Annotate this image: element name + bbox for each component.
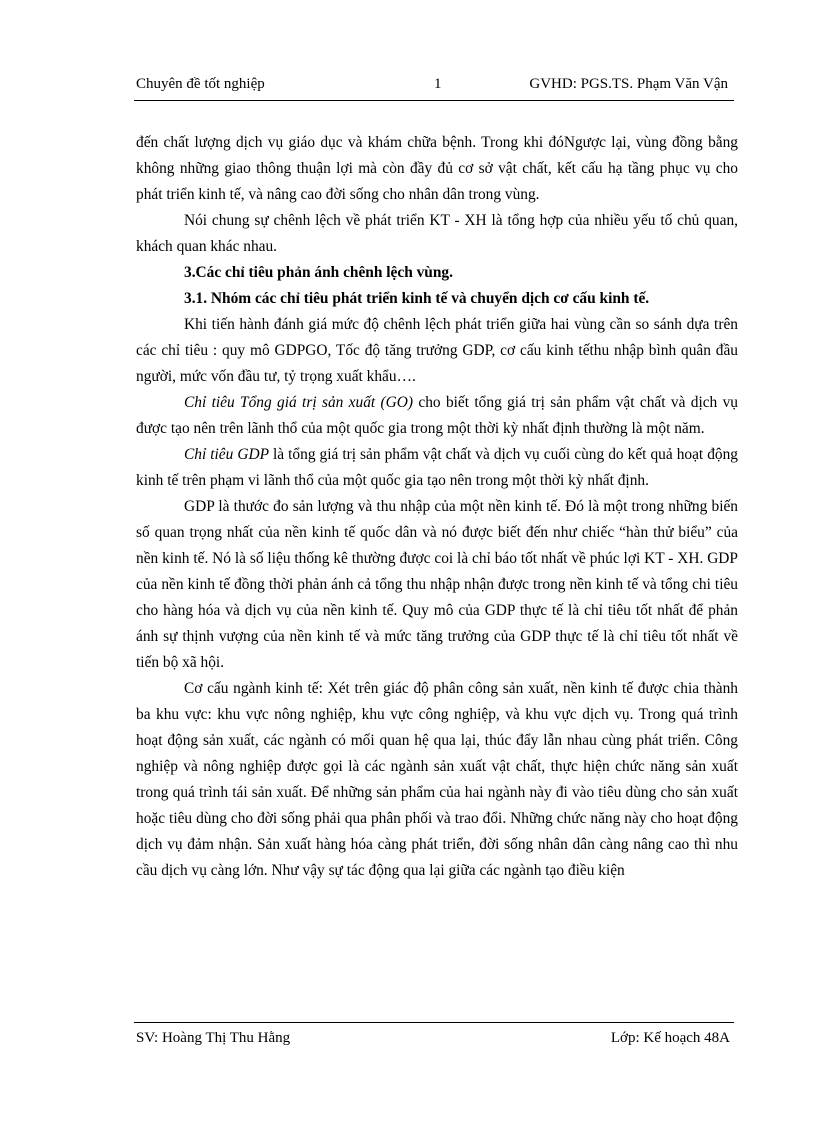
footer-student: SV: Hoàng Thị Thu Hằng bbox=[136, 1030, 291, 1046]
paragraph-text: cho biết tổng giá trị sản phẩm vật chất và dịch vụ được tạo nên trên lãnh thổ của một quốc gia trong một thời kỳ nhất định thường là một năm. bbox=[136, 394, 739, 437]
paragraph bbox=[136, 442, 738, 494]
paragraph: Cơ cấu ngành kinh tế: Xét trên giác độ phân công sản xuất, nền kinh tế được chia thành ba khu vực: khu vực nông nghiệp, khu vực công nghiệp, và khu vực dịch vụ. Trong quá trình hoạt động sản xuất, các ngành có mối quan hệ qua lại, thúc đẩy lẫn nhau cùng phát triển. Công nghiệp và nông nghiệp được gọi là các ngành sản xuất vật chất, thực hiện chức năng sản xuất trong quá trình tái sản xuất. Để những sản phẩm của hai ngành này đi vào tiêu dùng cho sản xuất hoặc tiêu dùng cho đời sống phải qua phân phối và trao đổi. Những chức năng này cho hoạt động dịch vụ đảm nhận. Sản xuất hàng hóa càng phát triển, đời sống nhân dân càng nâng cao thì nhu cầu dịch vụ càng lớn. Như vậy sự tác động qua lại giữa các ngành tạo điều kiện bbox=[136, 680, 738, 879]
header-rule bbox=[134, 100, 734, 101]
term-go: Chỉ tiêu Tổng giá trị sản xuất (GO) bbox=[184, 394, 414, 411]
section-heading: 3.Các chỉ tiêu phản ánh chênh lệch vùng. bbox=[184, 264, 453, 281]
page-footer bbox=[136, 1030, 730, 1052]
page-number: 1 bbox=[434, 76, 442, 92]
footer-rule bbox=[134, 1022, 734, 1023]
subsection-heading: 3.1. Nhóm các chỉ tiêu phát triển kinh tế và chuyển dịch cơ cấu kinh tế. bbox=[184, 290, 650, 307]
paragraph: đến chất lượng dịch vụ giáo dục và khám chữa bệnh. Trong khi đóNgược lại, vùng đồng bằng không những giao thông thuận lợi mà còn đầy đủ cơ sở vật chất, kết cấu hạ tầng phục vụ cho phát triển kinh tế, và nâng cao đời sống cho nhân dân trong vùng. bbox=[136, 134, 738, 203]
paragraph: Khi tiến hành đánh giá mức độ chênh lệch phát triển giữa hai vùng cần so sánh dựa trên các chỉ tiêu : quy mô GDPGO, Tốc độ tăng trưởng GDP, cơ cấu kinh tếthu nhập bình quân đầu người, mức vốn đầu tư, tỷ trọng xuất khẩu…. bbox=[136, 316, 738, 385]
page-header bbox=[136, 76, 728, 98]
footer-class: Lớp: Kế hoạch 48A bbox=[610, 1030, 730, 1046]
term-gdp: Chỉ tiêu GDP bbox=[184, 446, 269, 463]
paragraph bbox=[136, 390, 738, 442]
paragraph: GDP là thước đo sản lượng và thu nhập của một nền kinh tế. Đó là một trong những biến số quan trọng nhất của nền kinh tế quốc dân và nó được biết đến như chiếc “hàn thử biểu” của nền kinh tế. Nó là số liệu thống kê thường được coi là chỉ báo tốt nhất về phúc lợi KT - XH. GDP của nền kinh tế đồng thời phản ánh cả tổng thu nhập nhận được trong nền kinh tế và tổng chi tiêu cho hàng hóa và dịch vụ của nền kinh tế. Quy mô của GDP thực tế là chỉ tiêu tốt nhất để phản ánh sự thịnh vượng của nền kinh tế và mức tăng trưởng của GDP thực tế là chỉ tiêu tốt nhất về tiến bộ xã hội. bbox=[136, 498, 738, 671]
paragraph: Nói chung sự chênh lệch về phát triển KT - XH là tổng hợp của nhiều yếu tố chủ quan, khách quan khác nhau. bbox=[136, 212, 738, 255]
header-supervisor: GVHD: PGS.TS. Phạm Văn Vận bbox=[529, 76, 728, 92]
header-title: Chuyên đề tốt nghiệp bbox=[136, 76, 265, 92]
document-body bbox=[136, 130, 738, 884]
paragraph-text: là tổng giá trị sản phẩm vật chất và dịch vụ cuối cùng do kết quả hoạt động kinh tế trên phạm vi lãnh thổ của một quốc gia tạo nên trong một thời kỳ nhất định. bbox=[136, 446, 738, 489]
